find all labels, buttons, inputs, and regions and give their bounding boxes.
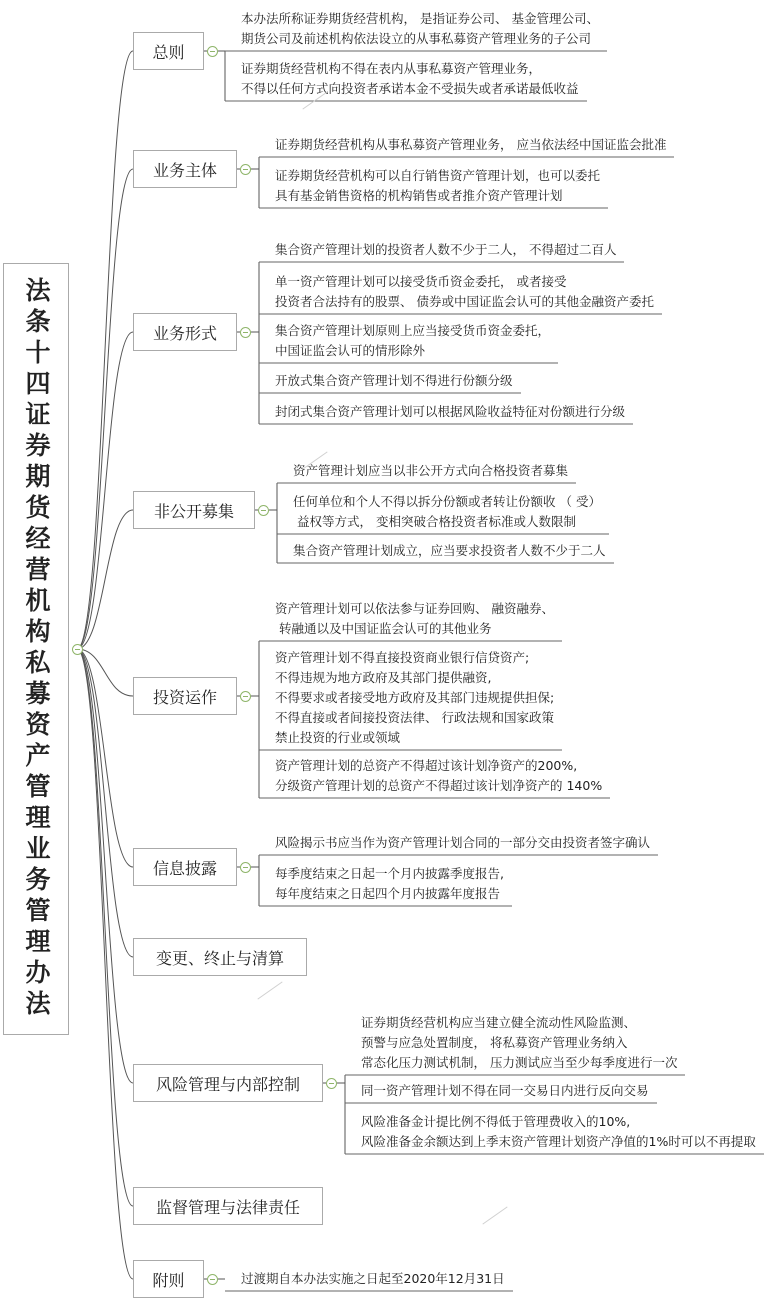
branch-label: 变更、终止与清算: [155, 948, 284, 968]
leaf-text: 证券期货经营机构可以自行销售资产管理计划，也可以委托 具有基金销售资格的机构销售或者推介资产管理计划: [275, 168, 601, 203]
leaf-text: 集合资产管理计划原则上应当接受货币资金委托， 中国证监会认可的情形除外: [275, 323, 551, 358]
branch-collapse-toggle[interactable]: [240, 691, 251, 702]
branch-label: 非公开募集: [153, 501, 234, 521]
leaf-text: 资产管理计划的总资产不得超过该计划净资产的200%, 分级资产管理计划的总资产不得超过该计划净资产的 140%: [275, 758, 603, 793]
branch-supervision-legal-liability[interactable]: [133, 1187, 323, 1225]
branch-connector: [77, 332, 133, 649]
leaf-text: 每季度结束之日起一个月内披露季度报告, 每年度结束之日起四个月内披露年度报告: [275, 866, 504, 901]
leaf-text: 资产管理计划应当以非公开方式向合格投资者募集: [293, 463, 569, 478]
leaf-text: 封闭式集合资产管理计划可以根据风险收益特征对份额进行分级: [275, 404, 626, 419]
leaf-text: 集合资产管理计划的投资者人数不少于二人， 不得超过二百人: [275, 242, 617, 257]
branch-business-entity[interactable]: [133, 150, 237, 188]
branch-business-form[interactable]: [133, 313, 237, 351]
branch-collapse-toggle[interactable]: [207, 1274, 218, 1285]
branch-label: 风险管理与内部控制: [155, 1074, 300, 1094]
branch-collapse-toggle[interactable]: [258, 505, 269, 516]
branch-connector: [77, 649, 133, 867]
leaf-text: 开放式集合资产管理计划不得进行份额分级: [275, 373, 513, 388]
branch-change-termination-liquidation[interactable]: [133, 938, 307, 976]
branch-collapse-toggle[interactable]: [207, 46, 218, 57]
branch-general-provisions[interactable]: [133, 32, 204, 70]
root-title: 法条十四证券期货经营机构私募资产管理业务管理办法: [22, 277, 51, 1021]
leaf-text: 证券期货经营机构不得在表内从事私募资产管理业务， 不得以任何方式向投资者承诺本金不受损失或者承诺最低收益: [241, 61, 579, 96]
branch-label: 附则: [152, 1270, 185, 1290]
root-collapse-toggle[interactable]: [72, 644, 83, 655]
branch-label: 投资运作: [152, 687, 217, 707]
branch-risk-management-internal-control[interactable]: [133, 1064, 323, 1102]
branch-label: 信息披露: [152, 858, 217, 878]
branch-label: 业务主体: [152, 160, 217, 180]
leaf-text: 风险揭示书应当作为资产管理计划合同的一部分交由投资者签字确认: [275, 835, 651, 850]
leaf-text: 单一资产管理计划可以接受货币资金委托， 或者接受 投资者合法持有的股票、 债券或中国证监会认可的其他金融资产委托: [275, 274, 654, 309]
leaf-text: 证券期货经营机构应当建立健全流动性风险监测、 预警与应急处置制度， 将私募资产管理业务纳入 常态化压力测试机制， 压力测试应当至少每季度进行一次: [361, 1015, 678, 1070]
leaf-text: 同一资产管理计划不得在同一交易日内进行反向交易: [361, 1083, 649, 1098]
root-topic[interactable]: [3, 263, 69, 1035]
branch-investment-operation[interactable]: [133, 677, 237, 715]
branch-connector: [77, 649, 133, 1206]
leaf-text: 资产管理计划不得直接投资商业银行信贷资产; 不得违规为地方政府及其部门提供融资, 不得要求或者接受地方政府及其部门违规提供担保; 不得直接或者间接投资法律、 行政法规和国家政策 禁止投资的行业或领域: [275, 650, 555, 745]
branch-connector: [77, 51, 133, 649]
branch-information-disclosure[interactable]: [133, 848, 237, 886]
branch-connector: [77, 649, 133, 957]
leaf-text: 过渡期自本办法实施之日起至2020年12月31日: [241, 1271, 505, 1286]
branch-connector: [77, 649, 133, 1083]
branch-label: 总则: [152, 42, 185, 62]
leaf-text: 集合资产管理计划成立，应当要求投资者人数不少于二人: [293, 543, 606, 558]
branch-label: 业务形式: [152, 323, 217, 343]
leaf-text: 任何单位和个人不得以拆分份额或者转让份额收 （ 受） 益权等方式， 变相突破合格投资者标准或人数限制: [293, 494, 601, 529]
leaf-text: 证券期货经营机构从事私募资产管理业务， 应当依法经中国证监会批准: [275, 137, 667, 152]
branch-collapse-toggle[interactable]: [240, 164, 251, 175]
branch-label: 监督管理与法律责任: [155, 1197, 300, 1217]
branch-collapse-toggle[interactable]: [326, 1078, 337, 1089]
leaf-text: 资产管理计划可以依法参与证券回购、 融资融券、 转融通以及中国证监会认可的其他业务: [275, 601, 554, 636]
leaf-text: 风险准备金计提比例不得低于管理费收入的10%, 风险准备金余额达到上季末资产管理计划资产净值的1%时可以不再提取: [361, 1114, 756, 1149]
leaf-text: 本办法所称证券期货经营机构， 是指证券公司、 基金管理公司、 期货公司及前述机构依法设立的从事私募资产管理业务的子公司: [241, 11, 599, 46]
branch-private-placement[interactable]: [133, 491, 255, 529]
branch-collapse-toggle[interactable]: [240, 862, 251, 873]
branch-collapse-toggle[interactable]: [240, 327, 251, 338]
branch-supplementary-provisions[interactable]: [133, 1260, 204, 1298]
